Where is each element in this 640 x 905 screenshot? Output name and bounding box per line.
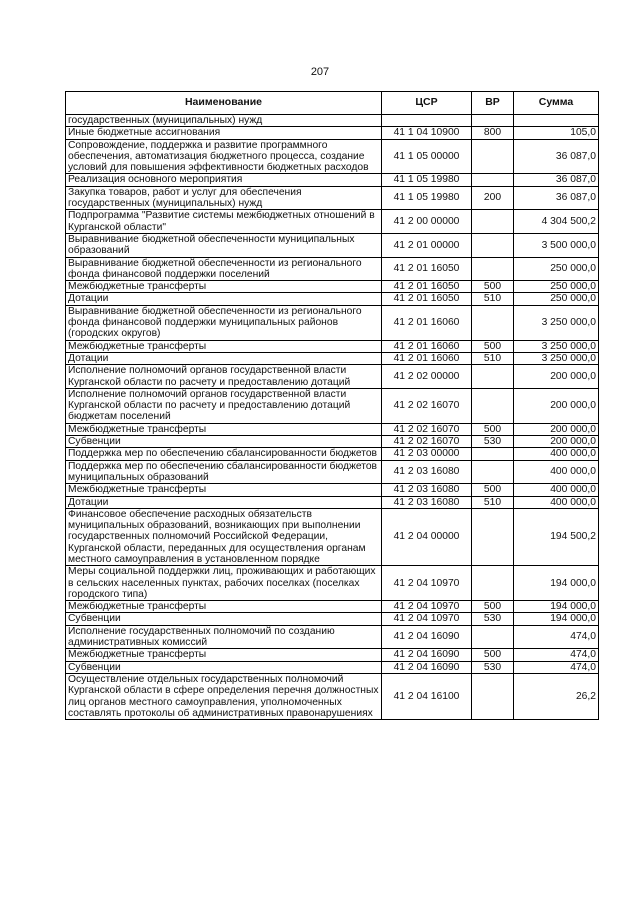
- page-number: 207: [310, 66, 330, 78]
- row-vr-cell: [472, 388, 514, 423]
- row-sum-cell: 250 000,0: [514, 293, 599, 305]
- row-vr-cell: [472, 257, 514, 281]
- row-vr-cell: 500: [472, 601, 514, 613]
- row-sum-cell: [514, 115, 599, 127]
- row-csr-cell: 41 2 04 16090: [382, 649, 472, 661]
- row-name-cell: государственных (муниципальных) нужд: [66, 115, 382, 127]
- row-name-cell: Реализация основного мероприятия: [66, 174, 382, 186]
- row-vr-cell: 500: [472, 484, 514, 496]
- table-row: [66, 508, 599, 565]
- header-csr: ЦСР: [382, 92, 472, 115]
- table-row: [66, 174, 599, 186]
- table-row: [66, 127, 599, 139]
- row-sum-cell: 3 250 000,0: [514, 305, 599, 340]
- row-name-cell: Дотации: [66, 293, 382, 305]
- row-csr-cell: 41 1 05 00000: [382, 139, 472, 174]
- row-vr-cell: [472, 673, 514, 719]
- row-vr-cell: [472, 508, 514, 565]
- row-csr-cell: 41 2 01 16060: [382, 305, 472, 340]
- table-row: [66, 460, 599, 484]
- row-sum-cell: 3 250 000,0: [514, 352, 599, 364]
- row-csr-cell: 41 2 03 16080: [382, 484, 472, 496]
- table-row: [66, 649, 599, 661]
- row-sum-cell: 400 000,0: [514, 484, 599, 496]
- row-name-cell: Дотации: [66, 352, 382, 364]
- table-row: [66, 484, 599, 496]
- row-name-cell: Исполнение полномочий органов государственной власти Курганской области по расчету и предоставлению дотаций бюджетам поселений: [66, 388, 382, 423]
- row-vr-cell: [472, 115, 514, 127]
- row-vr-cell: [472, 210, 514, 234]
- row-vr-cell: 510: [472, 496, 514, 508]
- row-vr-cell: 530: [472, 436, 514, 448]
- row-sum-cell: 4 304 500,2: [514, 210, 599, 234]
- row-vr-cell: 510: [472, 352, 514, 364]
- budget-table: [65, 91, 599, 720]
- row-csr-cell: 41 2 02 16070: [382, 436, 472, 448]
- row-name-cell: Сопровождение, поддержка и развитие программного обеспечения, автоматизация бюджетного процесса, создание условий для повышения эффективности бюджетных расходов: [66, 139, 382, 174]
- row-vr-cell: 500: [472, 281, 514, 293]
- row-name-cell: Межбюджетные трансферты: [66, 340, 382, 352]
- table-row: [66, 423, 599, 435]
- row-vr-cell: [472, 365, 514, 389]
- row-name-cell: Подпрограмма "Развитие системы межбюджетных отношений в Курганской области": [66, 210, 382, 234]
- row-sum-cell: 194 000,0: [514, 613, 599, 625]
- row-vr-cell: 510: [472, 293, 514, 305]
- table-row: [66, 139, 599, 174]
- row-csr-cell: 41 2 01 16060: [382, 340, 472, 352]
- row-csr-cell: 41 2 02 16070: [382, 423, 472, 435]
- row-name-cell: Выравнивание бюджетной обеспеченности муниципальных образований: [66, 233, 382, 257]
- table-row: [66, 601, 599, 613]
- table-row: [66, 448, 599, 460]
- table-row: [66, 281, 599, 293]
- row-vr-cell: [472, 174, 514, 186]
- row-csr-cell: 41 2 01 00000: [382, 233, 472, 257]
- row-vr-cell: 530: [472, 661, 514, 673]
- row-csr-cell: 41 2 04 16090: [382, 661, 472, 673]
- row-sum-cell: 105,0: [514, 127, 599, 139]
- table-row: [66, 496, 599, 508]
- row-vr-cell: 500: [472, 423, 514, 435]
- row-sum-cell: 194 000,0: [514, 566, 599, 601]
- table-row: [66, 257, 599, 281]
- row-vr-cell: 800: [472, 127, 514, 139]
- row-name-cell: Закупка товаров, работ и услуг для обеспечения государственных (муниципальных) нужд: [66, 186, 382, 210]
- table-row: [66, 115, 599, 127]
- row-name-cell: Исполнение полномочий органов государственной власти Курганской области по расчету и предоставлению дотаций: [66, 365, 382, 389]
- row-csr-cell: 41 2 02 00000: [382, 365, 472, 389]
- table-row: [66, 340, 599, 352]
- table-row: [66, 673, 599, 719]
- row-csr-cell: 41 2 02 16070: [382, 388, 472, 423]
- row-csr-cell: 41 2 04 10970: [382, 601, 472, 613]
- row-name-cell: Финансовое обеспечение расходных обязательств муниципальных образований, возникающих при выполнении государственных полномочий Российской Федерации, Курганской области, переданных для осуществления органам местного самоуправления в установленном порядке: [66, 508, 382, 565]
- row-vr-cell: [472, 233, 514, 257]
- row-csr-cell: 41 2 00 00000: [382, 210, 472, 234]
- row-sum-cell: 250 000,0: [514, 281, 599, 293]
- row-sum-cell: 26,2: [514, 673, 599, 719]
- row-name-cell: Осуществление отдельных государственных полномочий Курганской области в сфере определения перечня должностных лиц органов местного самоуправления, уполномоченных составлять протоколы об административных правонарушениях: [66, 673, 382, 719]
- row-name-cell: Поддержка мер по обеспечению сбалансированности бюджетов муниципальных образований: [66, 460, 382, 484]
- table-row: [66, 210, 599, 234]
- row-vr-cell: [472, 305, 514, 340]
- row-sum-cell: 200 000,0: [514, 436, 599, 448]
- row-csr-cell: 41 2 03 00000: [382, 448, 472, 460]
- row-sum-cell: 3 250 000,0: [514, 340, 599, 352]
- row-sum-cell: 400 000,0: [514, 460, 599, 484]
- row-name-cell: Выравнивание бюджетной обеспеченности из регионального фонда финансовой поддержки поселений: [66, 257, 382, 281]
- table-row: [66, 436, 599, 448]
- table-row: [66, 365, 599, 389]
- table-header-row: [66, 92, 599, 115]
- row-name-cell: Иные бюджетные ассигнования: [66, 127, 382, 139]
- header-name: Наименование: [66, 92, 382, 115]
- row-sum-cell: 474,0: [514, 649, 599, 661]
- row-csr-cell: 41 2 04 16090: [382, 625, 472, 649]
- row-vr-cell: 500: [472, 649, 514, 661]
- row-sum-cell: 200 000,0: [514, 365, 599, 389]
- table-row: [66, 305, 599, 340]
- row-csr-cell: 41 2 04 00000: [382, 508, 472, 565]
- row-vr-cell: 530: [472, 613, 514, 625]
- row-csr-cell: 41 1 05 19980: [382, 174, 472, 186]
- table-row: [66, 625, 599, 649]
- table-row: [66, 352, 599, 364]
- row-vr-cell: [472, 139, 514, 174]
- row-csr-cell: 41 2 01 16050: [382, 281, 472, 293]
- row-name-cell: Межбюджетные трансферты: [66, 281, 382, 293]
- table-row: [66, 613, 599, 625]
- row-vr-cell: [472, 625, 514, 649]
- row-name-cell: Субвенции: [66, 613, 382, 625]
- row-sum-cell: 474,0: [514, 625, 599, 649]
- row-name-cell: Меры социальной поддержки лиц, проживающих и работающих в сельских населенных пунктах, рабочих поселках (поселках городского типа): [66, 566, 382, 601]
- row-csr-cell: 41 2 01 16050: [382, 257, 472, 281]
- row-sum-cell: 400 000,0: [514, 448, 599, 460]
- row-vr-cell: 200: [472, 186, 514, 210]
- row-name-cell: Исполнение государственных полномочий по созданию административных комиссий: [66, 625, 382, 649]
- row-csr-cell: 41 1 04 10900: [382, 127, 472, 139]
- row-csr-cell: 41 2 04 10970: [382, 613, 472, 625]
- row-sum-cell: 200 000,0: [514, 388, 599, 423]
- row-csr-cell: 41 2 04 10970: [382, 566, 472, 601]
- row-name-cell: Межбюджетные трансферты: [66, 423, 382, 435]
- row-vr-cell: [472, 566, 514, 601]
- row-sum-cell: 200 000,0: [514, 423, 599, 435]
- row-csr-cell: 41 1 05 19980: [382, 186, 472, 210]
- header-vr: ВР: [472, 92, 514, 115]
- row-name-cell: Субвенции: [66, 661, 382, 673]
- row-name-cell: Межбюджетные трансферты: [66, 649, 382, 661]
- row-sum-cell: 36 087,0: [514, 139, 599, 174]
- row-csr-cell: 41 2 01 16050: [382, 293, 472, 305]
- table-row: [66, 661, 599, 673]
- row-csr-cell: 41 2 04 16100: [382, 673, 472, 719]
- row-sum-cell: 400 000,0: [514, 496, 599, 508]
- row-sum-cell: 36 087,0: [514, 186, 599, 210]
- row-name-cell: Межбюджетные трансферты: [66, 601, 382, 613]
- row-sum-cell: 194 500,2: [514, 508, 599, 565]
- row-csr-cell: [382, 115, 472, 127]
- row-name-cell: Поддержка мер по обеспечению сбалансированности бюджетов: [66, 448, 382, 460]
- row-sum-cell: 250 000,0: [514, 257, 599, 281]
- row-sum-cell: 36 087,0: [514, 174, 599, 186]
- row-sum-cell: 194 000,0: [514, 601, 599, 613]
- row-csr-cell: 41 2 03 16080: [382, 460, 472, 484]
- row-name-cell: Субвенции: [66, 436, 382, 448]
- header-sum: Сумма: [514, 92, 599, 115]
- row-name-cell: Выравнивание бюджетной обеспеченности из регионального фонда финансовой поддержки муниципальных районов (городских округов): [66, 305, 382, 340]
- table-row: [66, 293, 599, 305]
- row-sum-cell: 474,0: [514, 661, 599, 673]
- row-sum-cell: 3 500 000,0: [514, 233, 599, 257]
- row-csr-cell: 41 2 03 16080: [382, 496, 472, 508]
- table-row: [66, 566, 599, 601]
- row-name-cell: Дотации: [66, 496, 382, 508]
- row-vr-cell: [472, 448, 514, 460]
- row-name-cell: Межбюджетные трансферты: [66, 484, 382, 496]
- table-row: [66, 233, 599, 257]
- row-vr-cell: 500: [472, 340, 514, 352]
- table-row: [66, 388, 599, 423]
- table-row: [66, 186, 599, 210]
- row-csr-cell: 41 2 01 16060: [382, 352, 472, 364]
- row-vr-cell: [472, 460, 514, 484]
